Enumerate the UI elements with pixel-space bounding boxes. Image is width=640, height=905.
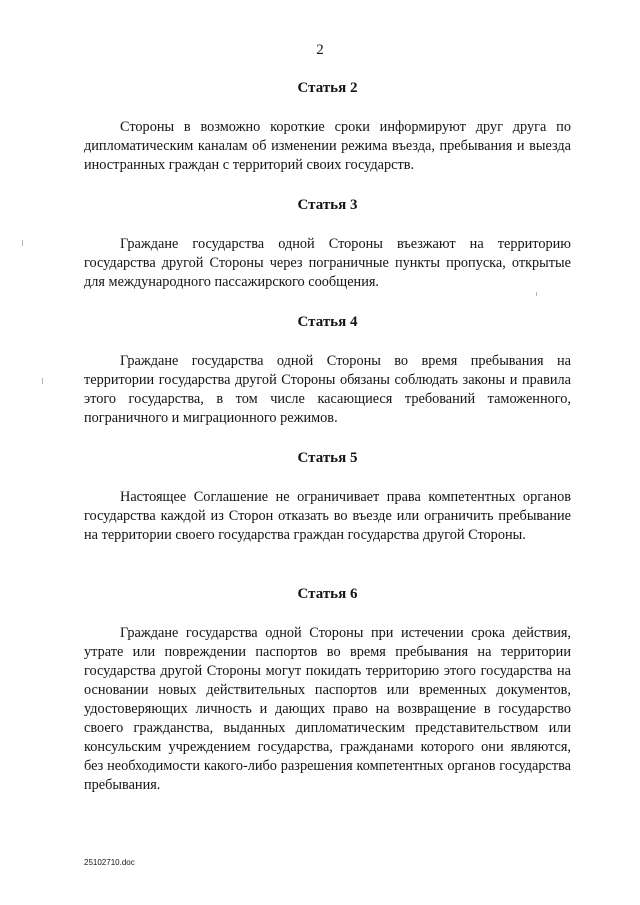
article-body: Стороны в возможно короткие сроки информируют друг друга по дипломатическим каналам об изменении режима въезда, пребывания и выезда иностранных граждан с территорий своих государств. xyxy=(84,119,571,173)
article-heading: Статья 4 xyxy=(297,314,358,330)
scan-speck xyxy=(22,240,23,246)
article-5 xyxy=(84,449,571,545)
article-3 xyxy=(84,196,571,292)
article-heading: Статья 5 xyxy=(297,450,358,466)
article-body: Настоящее Соглашение не ограничивает права компетентных органов государства каждой из Сторон отказать во въезде или ограничить пребывание на территории своего государства граждан государства другой Стороны. xyxy=(84,489,571,543)
scan-speck xyxy=(42,378,43,384)
page-number: 2 xyxy=(316,42,324,58)
article-heading: Статья 2 xyxy=(297,80,358,96)
article-body: Граждане государства одной Стороны въезжают на территорию государства другой Стороны через пограничные пункты пропуска, открытые для международного пассажирского сообщения. xyxy=(84,236,571,290)
article-6 xyxy=(84,585,571,795)
scan-speck xyxy=(536,292,537,296)
footer-filename: 25102710.doc xyxy=(84,858,135,867)
article-heading: Статья 3 xyxy=(297,197,358,213)
article-4 xyxy=(84,313,571,428)
article-heading: Статья 6 xyxy=(297,586,358,602)
article-2 xyxy=(84,79,571,175)
article-body: Граждане государства одной Стороны во время пребывания на территории государства другой Стороны обязаны соблюдать законы и правила этого государства, в том числе касающиеся требований таможенного, пограничного и миграционного режимов. xyxy=(84,353,571,426)
article-body: Граждане государства одной Стороны при истечении срока действия, утрате или повреждении паспортов во время пребывания на территории государства другой Стороны могут покидать территорию этого государства на основании новых действительных паспортов или временных документов, удостоверяющих личность и дающих право на возвращение в государство своего гражданства, выданных дипломатическим представительством или консульским учреждением государства, гражданами которого они являются, без необходимости какого-либо разрешения компетентных органов государства пребывания. xyxy=(84,625,571,793)
